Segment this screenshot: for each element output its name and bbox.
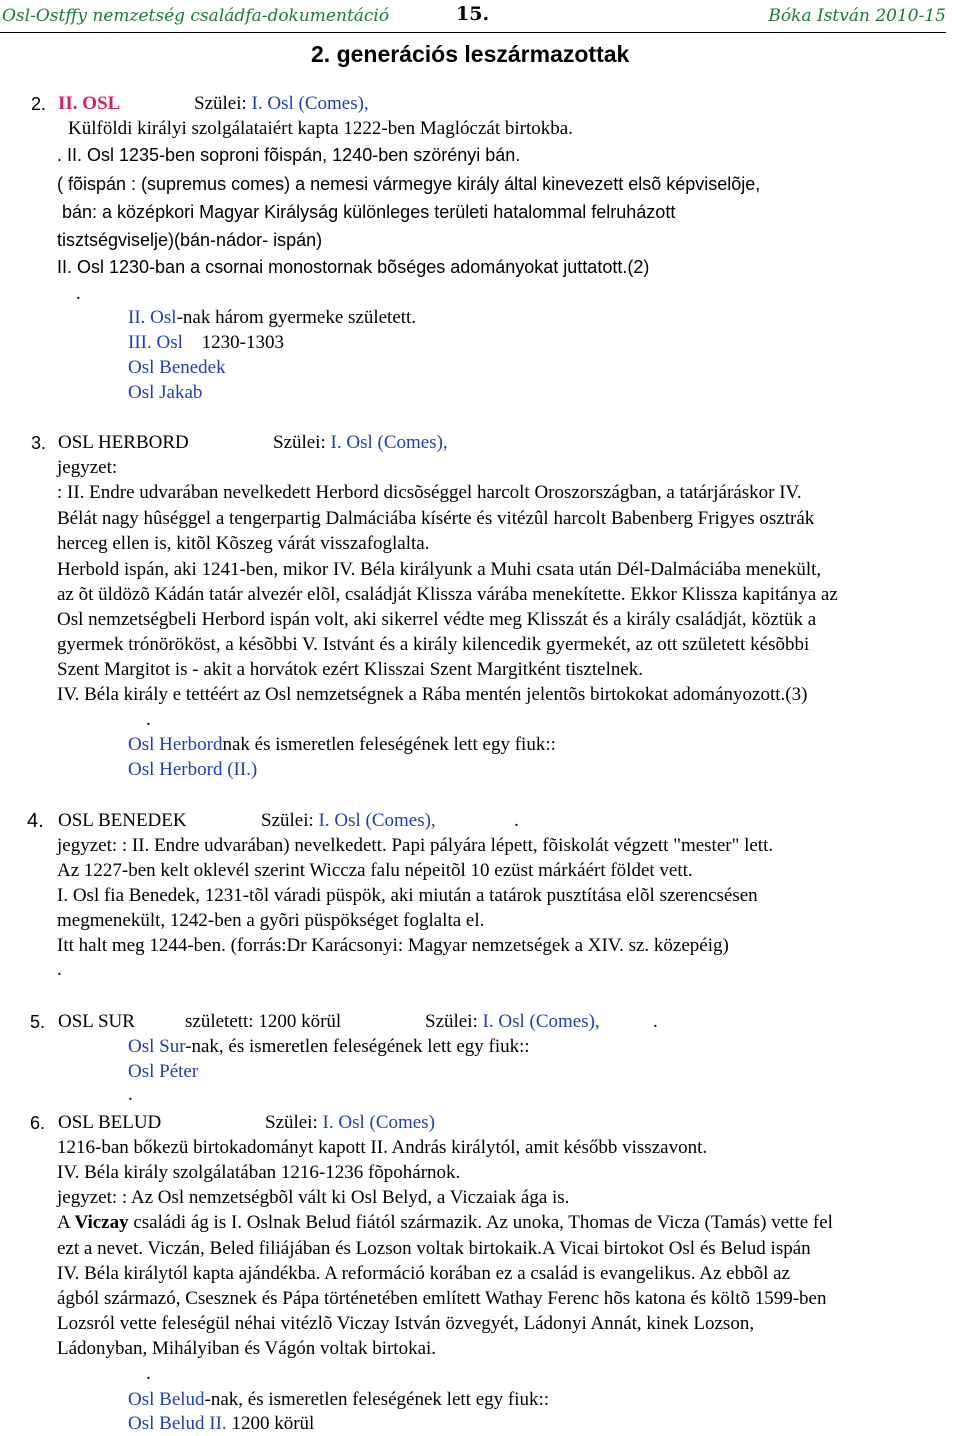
sec5-child-intro xyxy=(128,1035,530,1059)
sec4-line-3: I. Osl fia Benedek, 1231-tõl váradi püspök, aki miután a tatárok pusztítása elõl szerencsésen xyxy=(57,885,758,906)
sec6-line-9: Ládonyban, Mihályiban és Vágón voltak birtokai. xyxy=(57,1338,437,1359)
sec2-line-4: bán: a középkori Magyar Királyság különleges területi hatalommal felruházott xyxy=(62,202,676,222)
sec4-number: 4. xyxy=(27,810,44,832)
sec6-child-years: 1200 körül xyxy=(226,1413,315,1434)
sec5-child[interactable]: Osl Péter xyxy=(128,1061,199,1082)
sec3-line-11: . xyxy=(146,709,151,730)
sec2-name: II. OSL xyxy=(58,93,121,114)
sec6-child-name[interactable]: Osl Belud II. xyxy=(128,1413,227,1434)
header-right-text: Bóka István 2010-15 xyxy=(768,6,946,26)
sec6-number: 6. xyxy=(30,1113,46,1133)
sec5-child-intro-rest: -nak, és ismeretlen feleségének lett egy fiuk:: xyxy=(185,1036,530,1057)
sec6-line-6: IV. Béla királytól kapta ajándékba. A reformáció korában ez a család is evangelikus. Az ebbõl az xyxy=(57,1263,790,1284)
sec4-parents-label: Szülei: xyxy=(261,810,314,831)
sec6-viczay-pre: A xyxy=(57,1212,75,1233)
sec3-line-3: Bélát nagy hûséggel a tengerpartig Dalmáciába kísérte és vitézûl harcolt Babenberg Frigyes osztrák xyxy=(57,508,815,529)
sec3-child[interactable]: Osl Herbord (II.) xyxy=(128,759,258,780)
sec6-child-intro xyxy=(128,1388,549,1412)
sec5-dot: . xyxy=(128,1084,133,1105)
header-left-text: Osl-Ostffy nemzetség családfa-dokumentáció xyxy=(2,6,390,26)
sec2-line-5: tisztségviselje)(bán-nádor- ispán) xyxy=(57,230,323,250)
sec6-line-1: 1216-ban bőkezü birtokadományt kapott II. András királytól, amit később visszavont. xyxy=(57,1137,708,1158)
sec3-line-2: : II. Endre udvarában nevelkedett Herbord dicsõséggel harcolt Oroszországban, a tatárjáráskor IV. xyxy=(57,482,802,503)
sec2-line-6: II. Osl 1230-ban a csornai monostornak bõséges adományokat juttatott.(2) xyxy=(57,257,650,277)
sec4-parents xyxy=(261,809,436,833)
sec3-line-8: gyermek trónörököst, a késõbbi V. Istvánt és a király kilencedik gyermekét, az ott született késõbbi xyxy=(57,634,810,655)
page-title: 2. generációs leszármazottak xyxy=(311,41,630,67)
sec2-child-3[interactable]: Osl Jakab xyxy=(128,382,203,403)
sec3-parents-link[interactable]: I. Osl (Comes), xyxy=(330,432,448,453)
sec2-child-1-name[interactable]: III. Osl xyxy=(128,332,183,353)
sec3-line-4: herceg ellen is, kitõl Kõszeg várát visszafoglalta. xyxy=(57,533,430,554)
sec3-line-6: az õt üldözõ Kádán tatár alvezér elõl, családját Klissza várába menekítette. Ekkor Klissza kapitánya az xyxy=(57,584,838,605)
sec2-line-2: . II. Osl 1235-ben soproni fõispán, 1240-ben szörényi bán. xyxy=(57,145,521,165)
sec3-parents-label: Szülei: xyxy=(273,432,326,453)
sec3-parents xyxy=(273,431,448,455)
sec3-child-intro xyxy=(128,733,556,757)
sec3-line-9: Szent Margitot is - akit a horvátok ezért Klisszai Szent Margitként tisztelnek. xyxy=(57,659,644,680)
sec6-viczay-post: családi ág is I. Oslnak Belud fiától származik. Az unoka, Thomas de Vicza (Tamás) vette fel xyxy=(128,1212,833,1233)
sec6-line-2: IV. Béla király szolgálatában 1216-1236 fõpohárnok. xyxy=(57,1162,461,1183)
sec3-line-5: Herbold ispán, aki 1241-ben, mikor IV. Béla királyunk a Muhi csata után Dél-Dalmáciába menekült, xyxy=(57,559,822,580)
sec6-parents-link[interactable]: I. Osl (Comes) xyxy=(322,1112,435,1133)
sec2-line-1: Külföldi királyi szolgálataiért kapta 1222-ben Maglóczát birtokba. xyxy=(68,118,573,139)
sec6-line-5: ezt a nevet. Viczán, Beled filiájában és Lozson voltak birtokaik.A Vicai birtokot Osl és Belud ispán xyxy=(57,1238,811,1259)
sec5-parents-link[interactable]: I. Osl (Comes), xyxy=(482,1011,600,1032)
sec4-line-5: Itt halt meg 1244-ben. (forrás:Dr Karácsonyi: Magyar nemzetségek a XIV. sz. közepéig) xyxy=(57,935,729,956)
sec6-line-7: ágból származó, Csesznek és Pápa történetében említett Wathay Ferenc hõs katona és költõ 1599-ben xyxy=(57,1288,827,1309)
sec3-line-7: Osl nemzetségbeli Herbord ispán volt, aki sikerrel védte meg Klisszát és a király családját, köztük a xyxy=(57,609,817,630)
sec5-name: OSL SUR xyxy=(58,1011,135,1032)
sec3-line-10: IV. Béla király e tettéért az Osl nemzetségnek a Rába mentén jelentõs birtokokat adományozott.(3) xyxy=(57,684,808,705)
sec2-child-1-years: 1230-1303 xyxy=(201,332,284,353)
sec2-parents xyxy=(194,92,369,116)
sec5-number: 5. xyxy=(30,1012,46,1032)
sec5-parents xyxy=(425,1010,600,1034)
sec6-child-intro-rest: -nak, és ismeretlen feleségének lett egy fiuk:: xyxy=(204,1389,550,1410)
sec6-name: OSL BELUD xyxy=(58,1112,162,1133)
sec4-name: OSL BENEDEK xyxy=(58,810,187,831)
sec6-viczay-bold: Viczay xyxy=(74,1212,129,1233)
sec5-parents-label: Szülei: xyxy=(425,1011,478,1032)
sec2-line-7: . xyxy=(76,283,81,304)
sec3-child-intro-rest: nak és ismeretlen feleségének lett egy fiuk:: xyxy=(222,734,556,755)
sec2-number: 2. xyxy=(31,94,47,114)
sec5-born: született: 1200 körül xyxy=(185,1011,342,1032)
sec4-parents-link[interactable]: I. Osl (Comes), xyxy=(318,810,436,831)
sec2-children-intro xyxy=(128,306,416,330)
sec6-child-intro-name[interactable]: Osl Belud xyxy=(128,1389,205,1410)
sec2-line-3: ( fõispán : (supremus comes) a nemesi vármegye király által kinevezett elsõ képviselõje, xyxy=(57,174,761,194)
sec6-line-8: Lozsról vette feleségül néhai vitézlõ Viczay István özvegyét, Ládonyi Annát, kinek Lozson, xyxy=(57,1313,755,1334)
sec5-trail: . xyxy=(653,1011,658,1032)
sec4-trail: . xyxy=(514,810,519,831)
sec2-parents-label: Szülei: xyxy=(194,93,247,114)
sec3-line-1: jegyzet: xyxy=(57,457,118,478)
sec2-child-1 xyxy=(128,331,284,355)
sec3-child-intro-name[interactable]: Osl Herbord xyxy=(128,734,223,755)
sec2-parents-link[interactable]: I. Osl (Comes), xyxy=(251,93,369,114)
sec4-line-2: Az 1227-ben kelt oklevél szerint Wiccza falu népeitõl 10 ezüst márkáért földet vett. xyxy=(57,860,693,881)
page-header xyxy=(0,0,946,33)
sec2-children-intro-name[interactable]: II. Osl xyxy=(128,307,177,328)
sec6-line-10: . xyxy=(146,1363,151,1384)
page-number: 15. xyxy=(456,3,490,25)
sec6-viczay-line xyxy=(57,1211,833,1235)
sec3-name: OSL HERBORD xyxy=(58,432,189,453)
sec6-parents xyxy=(265,1111,435,1135)
sec6-line-3: jegyzet: : Az Osl nemzetségbõl vált ki Osl Belyd, a Viczaiak ága is. xyxy=(57,1187,570,1208)
sec4-line-6: . xyxy=(57,959,62,980)
sec3-number: 3. xyxy=(31,433,47,453)
sec6-parents-label: Szülei: xyxy=(265,1112,318,1133)
sec2-child-2[interactable]: Osl Benedek xyxy=(128,357,226,378)
sec2-children-intro-rest: -nak három gyermeke született. xyxy=(176,307,417,328)
sec5-child-intro-name[interactable]: Osl Sur xyxy=(128,1036,186,1057)
sec4-line-1: jegyzet: : II. Endre udvarában) nevelkedett. Papi pályára lépett, fõiskolát végzett "mester" lett. xyxy=(57,835,774,856)
sec6-child xyxy=(128,1412,314,1436)
sec4-line-4: megmenekült, 1242-ben a gyõri püspökséget foglalta el. xyxy=(57,910,485,931)
